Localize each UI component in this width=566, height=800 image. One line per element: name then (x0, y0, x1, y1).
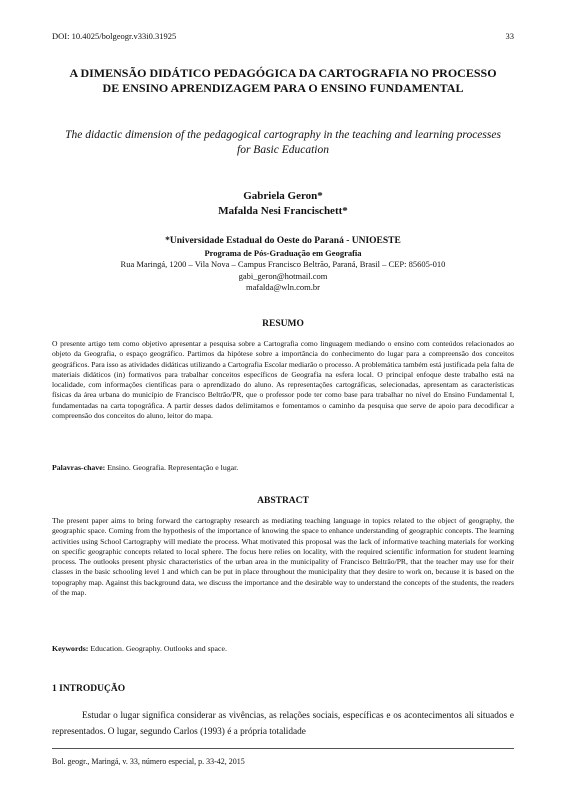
abstract-heading: ABSTRACT (257, 496, 309, 506)
footer-divider (52, 748, 514, 749)
resumo-keywords (52, 463, 514, 472)
author-list (0, 189, 566, 219)
page-number: 33 (505, 31, 514, 41)
affiliation (0, 236, 566, 294)
keywords-label-en: Keywords: (52, 644, 89, 653)
keywords-pt: Ensino. Geografia. Representação e lugar. (105, 463, 239, 472)
author-2: Mafalda Nesi Francischett* (218, 205, 348, 217)
doi-link[interactable]: DOI: 10.4025/bolgeogr.v33i0.31925 (52, 31, 177, 41)
title-portuguese: A DIMENSÃO DIDÁTICO PEDAGÓGICA DA CARTOGRAFIA NO PROCESSO DE ENSINO APRENDIZAGEM PARA O ENSINO FUNDAMENTAL (69, 66, 497, 95)
email-1[interactable]: gabi_geron@hotmail.com (238, 270, 328, 281)
keywords-en: Education. Geography. Outlooks and space. (88, 644, 227, 653)
keywords-label-pt: Palavras-chave: (52, 463, 106, 472)
abstract-text: The present paper aims to bring forward the cartography research as mediating teaching language in topics related to the object of geography, the geographic space. Coming from the hypothesis of the importance of knowing the space to enhance understanding of geographic concepts. The learning activities using School Cartography will mediate the process. What motivated this proposal was the lack of informative teaching materials for working on specific geographic concepts related to local sphere. The focus here relies on locality, with the required scientific information for student learning process. The outlooks present physic characteristics of the urban area in the municipality of Francisco Beltrão/PR, that the teacher may use for their classes in the basic schooling level 1 and which can be put in place throughout the municipality that they desire to work on, because it is based on the topography map. Against this background data, we discuss the importance and the desirable way to understand the concepts of the students, the readers of the map. (52, 516, 514, 598)
intro-text: Estudar o lugar significa considerar as vivências, as relações sociais, específicas e os acontecimentos ali situados e representados. O lugar, segundo Carlos (1993) é a própria totalidade (52, 711, 514, 737)
abstract-keywords (52, 644, 514, 653)
resumo-heading: RESUMO (262, 319, 304, 329)
page-header (52, 31, 514, 41)
resumo-text: O presente artigo tem como objetivo apresentar a pesquisa sobre a Cartografia como linguagem mediando o ensino com conteúdos relacionados ao objeto da Geografia, o espaço geográfico. Partimos da hipótese sobre a importância do conhecimento do lugar para a compreensão dos conceitos geográficos. Para isso as atividades didáticas utilizando a Cartografia Escolar mediarão o processo. A problemática também está justificada pela falta de materiais didáticos (in) formativos para trabalhar conceitos específicos de Geografia na esfera local. O principal enfoque deste trabalho está na localidade, com informações científicas para o aprendizado do aluno. As representações cartográficas, selecionadas, apresentam as características físicas da área urbana do município de Francisco Beltrão/PR, que o professor pode ter como base para trabalhar no nível do Ensino Fundamental I, fundamentadas na carta topográfica. A partir desses dados delimitamos e fomentamos o caminho da pesquisa que serve de apoio para decodificar a compreensão dos conceitos do aluno, leitor do mapa. (52, 339, 514, 421)
institution: *Universidade Estadual do Oeste do Paraná - UNIOESTE (165, 236, 401, 246)
intro-heading: 1 INTRODUÇÃO (52, 684, 126, 694)
address: Rua Maringá, 1200 – Vila Nova – Campus Francisco Beltrão, Paraná, Brasil – CEP: 85605-010 (120, 259, 446, 269)
title-english: The didactic dimension of the pedagogical cartography in the teaching and learning processes for Basic Education (65, 129, 501, 156)
program: Programa de Pós-Graduação em Geografia (204, 247, 362, 258)
email-2[interactable]: mafalda@wln.com.br (246, 282, 320, 292)
author-1: Gabriela Geron* (243, 190, 323, 202)
page-footer: Bol. geogr., Maringá, v. 33, número especial, p. 33-42, 2015 (52, 757, 245, 766)
